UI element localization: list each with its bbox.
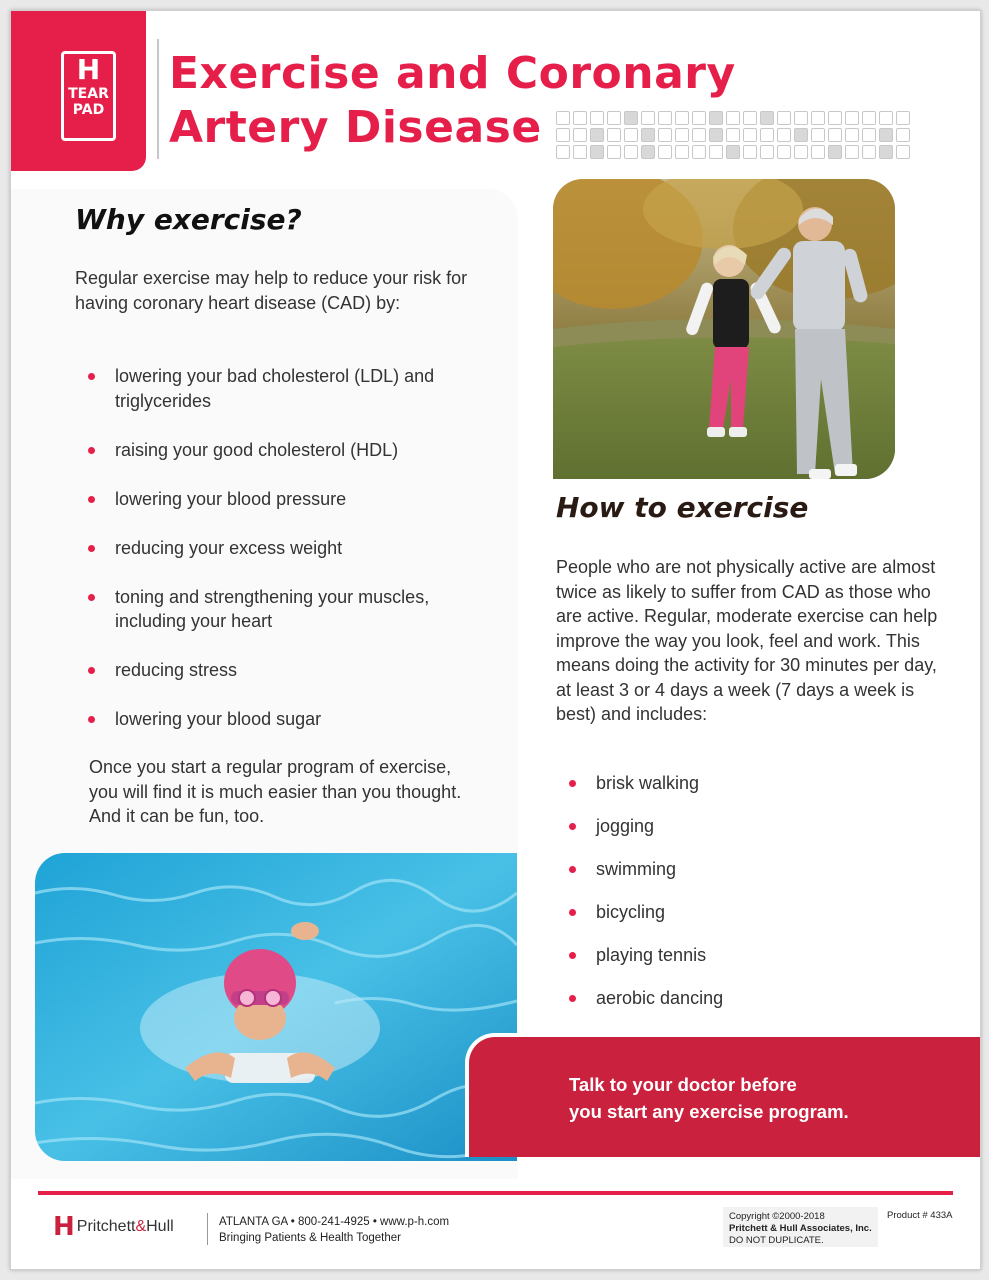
pattern-square	[658, 111, 672, 125]
pattern-square	[811, 128, 825, 142]
list-item-text: raising your good cholesterol (HDL)	[115, 439, 399, 460]
list-item-text: lowering your blood pressure	[115, 488, 347, 509]
pattern-square	[709, 145, 723, 159]
bullet-icon	[88, 447, 95, 454]
list-item	[556, 943, 936, 968]
copyright-box	[723, 1207, 878, 1247]
activities-list	[556, 771, 936, 1029]
tear-pad-logo-frame	[61, 51, 116, 141]
logo-text-pad: PAD	[72, 102, 105, 118]
pattern-square	[743, 128, 757, 142]
bullet-icon	[569, 952, 576, 959]
tear-pad-logo	[11, 11, 146, 171]
footer-contact	[219, 1214, 449, 1246]
pattern-square	[607, 128, 621, 142]
pattern-square	[692, 128, 706, 142]
pattern-square	[573, 128, 587, 142]
pattern-square	[811, 145, 825, 159]
doctor-callout	[465, 1033, 981, 1157]
pattern-square	[590, 128, 604, 142]
footer-divider	[38, 1191, 953, 1195]
title-line-1: Exercise and Coronary	[169, 48, 736, 99]
list-item-text: aerobic dancing	[596, 988, 724, 1008]
pattern-square	[794, 128, 808, 142]
pattern-square	[709, 111, 723, 125]
title-line-2: Artery Disease	[169, 102, 542, 153]
list-item-text: playing tennis	[596, 945, 707, 965]
pattern-square	[777, 111, 791, 125]
bullet-icon	[88, 373, 95, 380]
pattern-square	[760, 111, 774, 125]
footer-vertical-divider	[207, 1213, 208, 1245]
list-item	[556, 814, 936, 839]
ph-logo-icon: H	[53, 1212, 75, 1242]
pattern-square	[879, 111, 893, 125]
list-item-text: jogging	[596, 816, 655, 836]
pattern-square	[692, 111, 706, 125]
pattern-square	[675, 145, 689, 159]
bullet-icon	[569, 780, 576, 787]
list-item-text: swimming	[596, 859, 677, 879]
pattern-square	[658, 128, 672, 142]
pattern-square	[811, 111, 825, 125]
handout-page	[10, 10, 981, 1270]
pattern-square	[641, 145, 655, 159]
pattern-square	[692, 145, 706, 159]
list-item-text: reducing your excess weight	[115, 537, 343, 558]
pattern-square	[896, 111, 910, 125]
why-exercise-heading: Why exercise?	[75, 203, 302, 236]
tagline: Bringing Patients & Health Together	[219, 1232, 401, 1244]
list-item-text: brisk walking	[596, 773, 700, 793]
swimmer-illustration	[35, 853, 517, 1161]
pattern-square	[607, 145, 621, 159]
pattern-square	[624, 145, 638, 159]
list-item	[556, 857, 936, 882]
pattern-square	[794, 145, 808, 159]
bullet-icon	[88, 716, 95, 723]
pattern-square	[709, 128, 723, 142]
title-divider	[157, 39, 159, 159]
callout-text	[569, 1071, 949, 1125]
pattern-square	[590, 145, 604, 159]
pattern-square	[743, 111, 757, 125]
bullet-icon	[569, 909, 576, 916]
pattern-square	[845, 145, 859, 159]
list-item	[556, 986, 936, 1011]
callout-line-1: Talk to your doctor before	[569, 1074, 797, 1095]
pattern-square	[828, 145, 842, 159]
pattern-square	[896, 128, 910, 142]
pattern-square	[862, 111, 876, 125]
callout-line-2: you start any exercise program.	[569, 1101, 849, 1122]
pattern-square	[641, 111, 655, 125]
list-item	[75, 438, 475, 463]
list-item	[75, 707, 475, 732]
why-outro-text: Once you start a regular program of exercise, you will find it is much easier than you thought. And it can be fun, too.	[89, 757, 462, 826]
pattern-square	[607, 111, 621, 125]
list-item	[75, 364, 475, 413]
list-item-text: lowering your blood sugar	[115, 709, 322, 729]
pattern-square	[573, 111, 587, 125]
pattern-square	[828, 128, 842, 142]
pattern-square	[845, 128, 859, 142]
list-item	[556, 900, 936, 925]
copyright-company: Pritchett & Hull Associates, Inc.	[729, 1223, 872, 1234]
pattern-square	[573, 145, 587, 159]
pritchett-hull-logo	[53, 1212, 174, 1242]
swimmer-photo	[35, 853, 517, 1161]
pattern-square	[879, 128, 893, 142]
pattern-square	[760, 128, 774, 142]
company-name-2: Hull	[146, 1218, 174, 1235]
pattern-square	[675, 111, 689, 125]
list-item	[75, 585, 475, 634]
how-paragraph: People who are not physically active are almost twice as likely to suffer from CAD as those who are active. Regular, moderate exercise can help improve the way you look, feel and work. This means doing the activity for 30 minutes per day, at least 3 or 4 days a week (7 days a week is best) and includes:	[556, 557, 938, 724]
copyright-years: Copyright ©2000-2018	[729, 1211, 825, 1222]
pattern-square	[658, 145, 672, 159]
company-name-1: Pritchett	[76, 1218, 136, 1235]
how-to-exercise-heading: How to exercise	[556, 491, 809, 524]
bullet-icon	[569, 823, 576, 830]
pattern-square	[777, 128, 791, 142]
pattern-square	[760, 145, 774, 159]
logo-text-tear: TEAR	[68, 86, 109, 102]
walking-couple-illustration	[553, 179, 895, 479]
list-item-text: bicycling	[596, 902, 666, 922]
list-item	[556, 771, 936, 796]
list-item-text: toning and strengthening your muscles, including your heart	[115, 586, 430, 631]
pattern-square	[862, 128, 876, 142]
pattern-square	[624, 128, 638, 142]
copyright-notice: DO NOT DUPLICATE.	[729, 1235, 824, 1246]
pattern-square	[726, 145, 740, 159]
pattern-square	[726, 111, 740, 125]
pattern-square	[556, 145, 570, 159]
bullet-icon	[569, 995, 576, 1002]
bullet-icon	[88, 496, 95, 503]
pattern-square	[896, 145, 910, 159]
list-item	[75, 536, 475, 561]
bullet-icon	[569, 866, 576, 873]
pattern-square	[862, 145, 876, 159]
pattern-square	[777, 145, 791, 159]
pattern-square	[624, 111, 638, 125]
pattern-square	[794, 111, 808, 125]
pattern-square	[556, 128, 570, 142]
pattern-square	[641, 128, 655, 142]
why-intro-text: Regular exercise may help to reduce your risk for having coronary heart disease (CAD) by:	[75, 268, 468, 313]
bullet-icon	[88, 594, 95, 601]
list-item-text: lowering your bad cholesterol (LDL) and triglycerides	[115, 366, 435, 411]
pattern-square	[879, 145, 893, 159]
decorative-square-pattern	[556, 111, 901, 161]
pattern-square	[590, 111, 604, 125]
company-name-amp: &	[135, 1218, 147, 1235]
bullet-icon	[88, 545, 95, 552]
pattern-square	[743, 145, 757, 159]
pattern-square	[675, 128, 689, 142]
pattern-square	[845, 111, 859, 125]
benefits-list	[75, 364, 475, 756]
walking-couple-photo	[553, 179, 895, 479]
list-item-text: reducing stress	[115, 660, 238, 680]
logo-glyph: H	[76, 53, 101, 86]
pattern-square	[828, 111, 842, 125]
bullet-icon	[88, 667, 95, 674]
contact-line: ATLANTA GA • 800-241-4925 • www.p-h.com	[219, 1216, 450, 1228]
pattern-square	[556, 111, 570, 125]
list-item	[75, 658, 475, 683]
list-item	[75, 487, 475, 512]
pattern-square	[726, 128, 740, 142]
product-number: Product # 433A	[887, 1210, 953, 1221]
